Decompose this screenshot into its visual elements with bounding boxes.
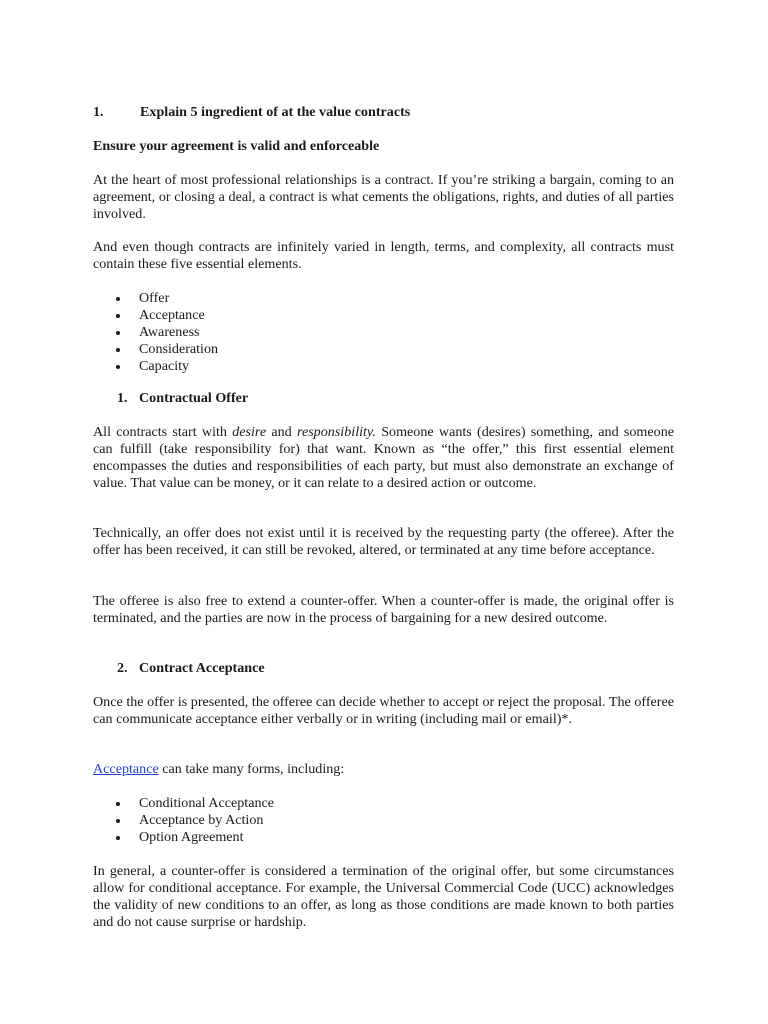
list-item: Acceptance by Action — [93, 812, 274, 829]
bullet-icon — [116, 348, 120, 352]
section-title: Contractual Offer — [139, 390, 249, 406]
bullet-icon — [116, 802, 120, 806]
acceptance-forms-list — [93, 795, 274, 846]
list-item: Option Agreement — [93, 829, 274, 846]
heading-title: Explain 5 ingredient of at the value contracts — [140, 104, 411, 120]
list-item: Consideration — [93, 341, 218, 358]
bullet-icon — [116, 365, 120, 369]
list-item: Capacity — [93, 358, 218, 375]
list-item: Awareness — [93, 324, 218, 341]
heading-number: 1. — [93, 104, 104, 120]
bullet-icon — [116, 819, 120, 823]
section-heading-offer — [117, 390, 248, 407]
bullet-icon — [116, 297, 120, 301]
acceptance-paragraph-3: In general, a counter-offer is considered a termination of the original offer, but some circumstances allow for conditional acceptance. For example, the Universal Commercial Code (UCC) acknowledges the validity of new conditions to an offer, as long as those conditions are made known to both parties and do not cause surprise or hardship. — [93, 863, 674, 930]
subtitle: Ensure your agreement is valid and enforceable — [93, 138, 380, 154]
emphasis-responsibility: responsibility. — [296, 424, 376, 440]
intro-paragraph-1: At the heart of most professional relationships is a contract. If you’re striking a bargain, coming to an agreement, or closing a deal, a contract is what cements the obligations, rights, and duties of all parties involved. — [93, 172, 674, 222]
offer-paragraph-2: Technically, an offer does not exist until it is received by the requesting party (the offeree). After the offer has been received, it can still be revoked, altered, or terminated at any time before acceptance. — [93, 525, 674, 558]
bullet-icon — [116, 331, 120, 335]
document-page — [93, 0, 674, 1024]
list-item: Conditional Acceptance — [93, 795, 274, 812]
elements-list — [93, 290, 218, 375]
acceptance-paragraph-1: Once the offer is presented, the offeree can decide whether to accept or reject the proposal. The offeree can communicate acceptance either verbally or in writing (including mail or email)*. — [93, 694, 674, 727]
acceptance-link[interactable]: Acceptance — [93, 761, 159, 777]
bullet-icon — [116, 314, 120, 318]
list-item: Offer — [93, 290, 218, 307]
emphasis-desire: desire — [232, 424, 267, 440]
bullet-icon — [116, 836, 120, 840]
section-number: 2. — [117, 660, 128, 676]
acceptance-paragraph-2: Acceptance can take many forms, including: — [93, 761, 345, 777]
intro-paragraph-2: And even though contracts are infinitely varied in length, terms, and complexity, all contracts must contain these five essential elements. — [93, 239, 674, 272]
offer-paragraph-3: The offeree is also free to extend a counter-offer. When a counter-offer is made, the original offer is terminated, and the parties are now in the process of bargaining for a new desired outcome. — [93, 593, 674, 626]
section-title: Contract Acceptance — [139, 660, 265, 676]
section-heading-acceptance — [117, 660, 265, 677]
offer-paragraph-1: All contracts start with desire and responsibility. Someone wants (desires) something, and someone can fulfill (take responsibility for) that want. Known as “the offer,” this first essential element encompasses the duties and responsibilities of each party, but must also demonstrate an exchange of value. That value can be money, or it can relate to a desired action or outcome. — [93, 424, 674, 491]
list-item: Acceptance — [93, 307, 218, 324]
section-number: 1. — [117, 390, 128, 406]
